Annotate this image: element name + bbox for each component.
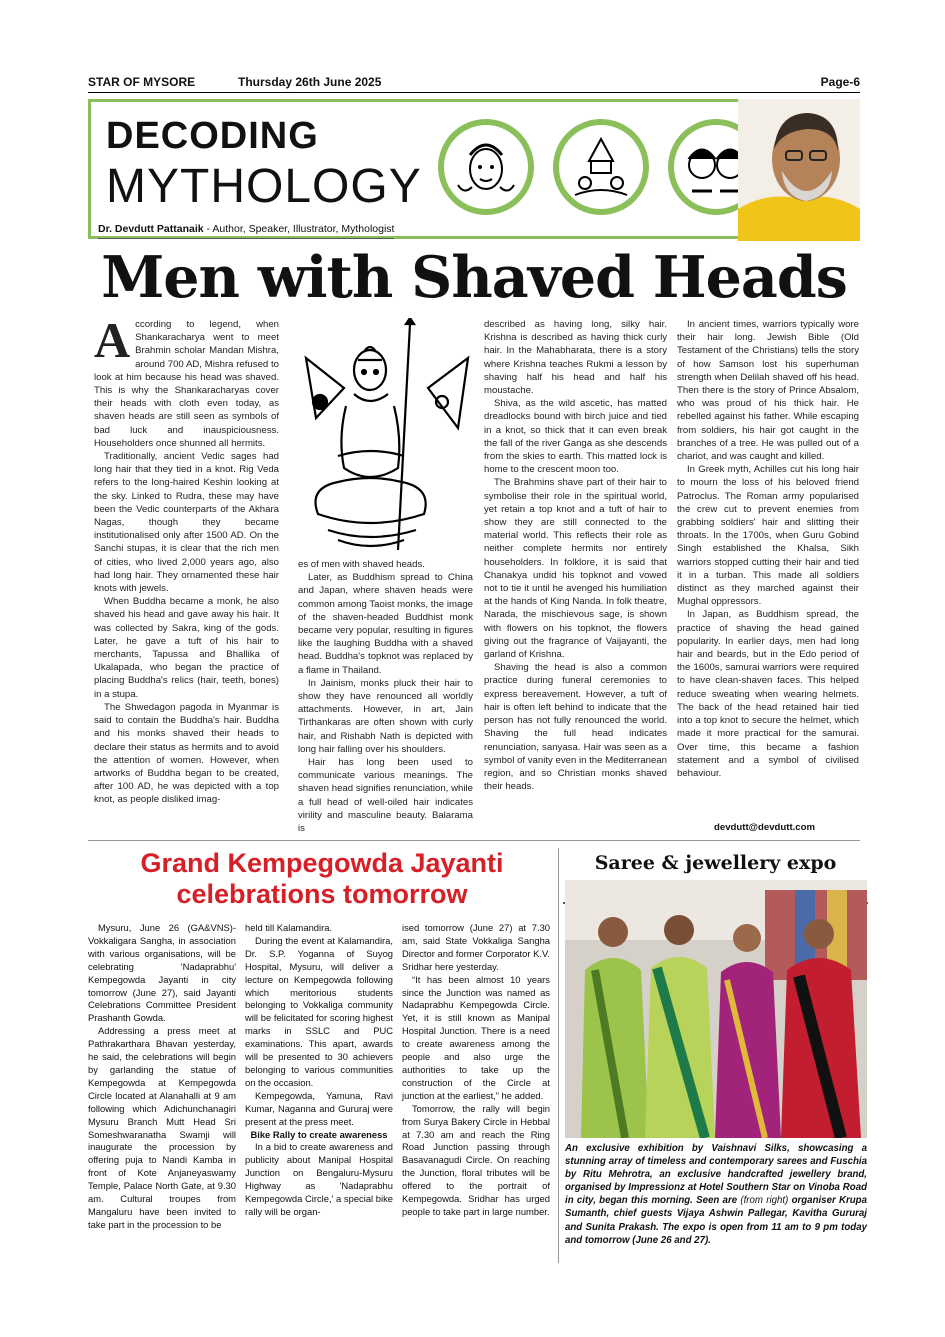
drop-cap: A [94, 312, 131, 368]
article-paragraph: ccording to legend, when Shankaracharya went to meet Brahmin scholar Mandan Mishra, around 700 AD, Mishra refused to look at him because his head was shaved. This is why the Shankaracharyas cover their heads with cloth even today, as shaven heads are still seen as symbols of bad luck and inauspiciousness. Householders once shunned all hermits. [94, 319, 279, 449]
article-paragraph: Shiva, as the wild ascetic, has matted dreadlocks bound with birch juice and tied in a knot, so thick that it can even break the fall of the river Ganga as she descends from the skies to earth. This matted lock is home to the crescent moon too. [484, 398, 667, 476]
expo-photo-caption [565, 1142, 867, 1247]
story-paragraph: Mysuru, June 26 (GA&VNS)- Vokkaligara Sangha, in association with various organisations, will be celebrating 'Nadaprabhu' Kempegowda Jayanti in city tomorrow (June 27), said Jayanti Celebrations Committee President Prashanth Gowda. [88, 922, 236, 1024]
paper-name: STAR OF MYSORE [88, 75, 196, 89]
author-byline [98, 223, 394, 239]
story-paragraph: Tomorrow, the rally will begin from Surya Bakery Circle in Hebbal at 7.30 am and reach the Ring Road Junction passing through Basavanagudi Circle. On reaching the Junction, floral tributes will be offered to the portrait of Kempegowda. Sridhar has urged people to take part in large number. [402, 1102, 550, 1217]
caption-text: An exclusive exhibition by Vaishnavi Silks, showcasing a stunning array of timeless and contemporary sarees and Fuschia by Ritu Mehrotra, an exclusive handcrafted jewellery brand, organised by Impressionz at Hotel Southern Star on Vinoba Road in city, began this morning. Seen are [565, 1143, 867, 1207]
article-paragraph: When Buddha became a monk, he also shaved his head and gave away his hair. It was collected by Sakra, king of the gods. Later, he gave a tuft of his hair to merchants, Tapussa and Bhallika of Ukalapada, who began the practice of placing Buddha's relics (hair, teeth, bones) in a stupa. [94, 596, 279, 700]
article-paragraph: The Brahmins shave part of their hair to symbolise their role in the spiritual world, yet retain a top knot and a tuft of hair to show they are still connected to the material world. This reflects their role as neither complete hermits nor entirely householders. In folklore, it is said that Chanakya undid his topknot and vowed not to tie it until he avenged his humiliation at the hands of King Nanda. In folk theatre, Narada, the mischievous sage, is shown with flowers on his topknot, the flowers giving out the fragrance of Vaijayanti, the garland of Krishna. [484, 477, 667, 661]
expo-photo [565, 880, 867, 1138]
author-email-link[interactable]: devdutt@devdutt.com [714, 822, 816, 833]
expo-headline: Saree & jewellery expo [563, 850, 868, 904]
article-column-2 [298, 558, 473, 835]
story-paragraph: In a bid to create awareness and publicity about Manipal Hospital Junction on Bengaluru-Mysuru Highway as 'Nadaprabhu Kempegowda Circle,' a special bike rally will be organ- [245, 1141, 393, 1217]
article-paragraph: Hair has long been used to communicate various meanings. The shaven head signifies renunciation, while a full head of well-oiled hair indicates virility and masculine beauty. Balarama is [298, 757, 473, 835]
article-paragraph: In Jainism, monks pluck their hair to show they have renounced all worldly attachments. However, in art, Jain Tirthankaras are often shown with curly hair, and Rishabh Nath is depicted with long hair falling over his shoulders. [298, 677, 473, 755]
article-paragraph: es of men with shaved heads. [298, 559, 425, 570]
caption-text: organiser Krupa Sumanth, chief guests Vijaya Ashwin Pallegar, Kavitha Gururaj and Sunita Prakash. The expo is open from 11 am to 9 pm today and tomorrow (June 26 and 27). [565, 1195, 867, 1246]
article-column-1 [94, 312, 279, 807]
article-paragraph: Later, as Buddhism spread to China and Japan, where shaven heads were common among Taoist monks, the image of the shaven-headed Buddhist monk became very popular, resulting in figures like the laughing Buddha with a shaved head. Buddha's topknot was replaced by a flame in Thailand. [298, 572, 473, 676]
kempegowda-headline [88, 848, 556, 910]
story-paragraph: During the event at Kalamandira, Dr. S.P. Yoganna of Suyog Hospital, Mysuru, will deliver a lecture on Kempegowda following which meritorious students belonging to Vokkaliga community will be felicitated for scoring highest marks in SSLC and PUC examinations. This apart, awards will be presented to 30 achievers belonging to various communities on the occasion. [245, 934, 393, 1088]
article-headline: Men with Shaved Heads [101, 244, 847, 311]
story-paragraph: Addressing a press meet at Pathrakarthara Bhavan yesterday, he said, the celebrations will begin by garlanding the statue of Kempegowda at Kempegowda Circle located at Alanahalli at 9 am following which Adichunchanagiri Mysuru Branch Mutt Head Sri Someshwaranatha Swamji will inaugurate the procession by offering puja to Nandi Kamba in front of Kote Anjaneyaswamy Temple, Palace North Gate, at 9.30 am. Cultural troupes from Mangaluru have been invited to take part in the procession to be [88, 1025, 236, 1230]
article-paragraph: The Shwedagon pagoda in Myanmar is said to contain the Buddha's hair. Buddha and his monks shaved their heads to declare their status as hermits and to avoid the attention of women. However, when artworks of Buddha began to be created, after 100 AD, he was depicted with a top knot, as people disliked imag- [94, 701, 279, 806]
article-paragraph: In Japan, as Buddhism spread, the practice of shaving the head gained popularity. In earlier days, men had long hair and beards, but in the Edo period of the 1600s, samurai warriors were required to have clean-shaven faces. This helped reduce sweating when wearing helmets. The back of the head retained hair tied into a top knot to secure the helmet, which made it more practical for the samurai. Over time, this became a fashion statement and a symbol of civilised behaviour. [677, 609, 859, 779]
author-role: - Author, Speaker, Illustrator, Mythologist [203, 223, 395, 235]
article-column-4 [677, 318, 859, 780]
column-title-bottom: MYTHOLOGY [106, 160, 422, 213]
story-paragraph: Kempegowda, Yamuna, Ravi Kumar, Naganna and Gururaj were present at the press meet. [245, 1089, 393, 1127]
author-name: Dr. Devdutt Pattanaik [98, 223, 204, 235]
story-paragraph: “It has been almost 10 years since the Junction was named as Nadaprabhu Kempegowda Circle. Yet, it is still known as Manipal Hospital Junction. There is a need to create awareness among the people and also urge the authorities to take up the construction of the Circle at junction at the earliest,” he added. [402, 973, 550, 1101]
kempegowda-column-2 [245, 922, 393, 1219]
story-paragraph: held till Kalamandira. [245, 922, 333, 933]
kempegowda-headline-line-1: Grand Kempegowda Jayanti [140, 848, 504, 878]
article-paragraph: Traditionally, ancient Vedic sages had long hair that they tied in a knot. Rig Veda refers to the long-haired Keshin looking at the sky. Linked to Rudra, these may have been the Vedic counterparts of the Akhara Nagas, though they became institutionalised only after 1500 AD. On the Sanchi stupas, it is clear that the rich men of cities, who lived 2,000 years ago, also had long hair. They ornamented these hair knots with jewels. [94, 451, 279, 595]
article-paragraph: In ancient times, warriors typically wore their hair long. Jewish Bible (Old Testament of the Christians) tells the story of how Samson lost his superhuman strength when Delilah shaved off his head. Then there is the story of Prince Absalom, who was proud of his thick hair. He rebelled against his father. While escaping from soldiers, his hair got caught in the branches of a tree. He was pulled out of a chariot, and was caught and killed. [677, 319, 859, 463]
article-paragraph: In Greek myth, Achilles cut his long hair to mourn the loss of his beloved friend Patroclus. The Roman army popularised the crew cut to prevent enemies from grabbing soldiers' hair and slitting their throats. In the 1700s, when Guru Gobind Singh established the Khalsa, Sikh warriors stopped cutting their hair and tied it in a turban. This made all soldiers distinct as they marched against their Mughal oppressors. [677, 464, 859, 608]
author-portrait [738, 99, 860, 241]
ascetic-illustration [298, 318, 476, 558]
article-paragraph: described as having long, silky hair. Krishna is described as having thick curly hair. In the Mahabharata, there is a story where Krishna teaches Rukmi a lesson by shaving half his head and half his moustache. [484, 319, 667, 397]
kempegowda-column-3 [402, 922, 550, 1219]
column-title-top: DECODING [106, 115, 319, 157]
masthead [88, 75, 860, 93]
kempegowda-column-1 [88, 922, 236, 1232]
caption-direction: (from right) [740, 1195, 789, 1207]
story-paragraph: ised tomorrow (June 27) at 7.30 am, said State Vokkaliga Sangha Director and former Corporator K.V. Sridhar here yesterday. [402, 922, 550, 972]
issue-date: Thursday 26th June 2025 [238, 75, 382, 89]
column-divider [558, 848, 559, 1263]
article-paragraph: Shaving the head is also a common practice during funeral ceremonies to express bereavement. However, a tuft of hair is often left behind to indicate that the person has not fully renounced the world. Shaving the full head indicates renunciation, sanyasa. Hair was seen as a symbol of vanity even in the Mediterranean region, and so Christian monks shaved their heads. [484, 662, 667, 793]
deity-face-medallion-icon [438, 119, 534, 215]
column-banner [88, 99, 860, 241]
temple-scene-medallion-icon [553, 119, 649, 215]
page-number: Page-6 [820, 75, 860, 89]
kempegowda-headline-line-2: celebrations tomorrow [176, 879, 468, 909]
article-column-3 [484, 318, 667, 793]
section-divider [88, 840, 860, 841]
story-subheading: Bike Rally to create awareness [250, 1128, 388, 1140]
